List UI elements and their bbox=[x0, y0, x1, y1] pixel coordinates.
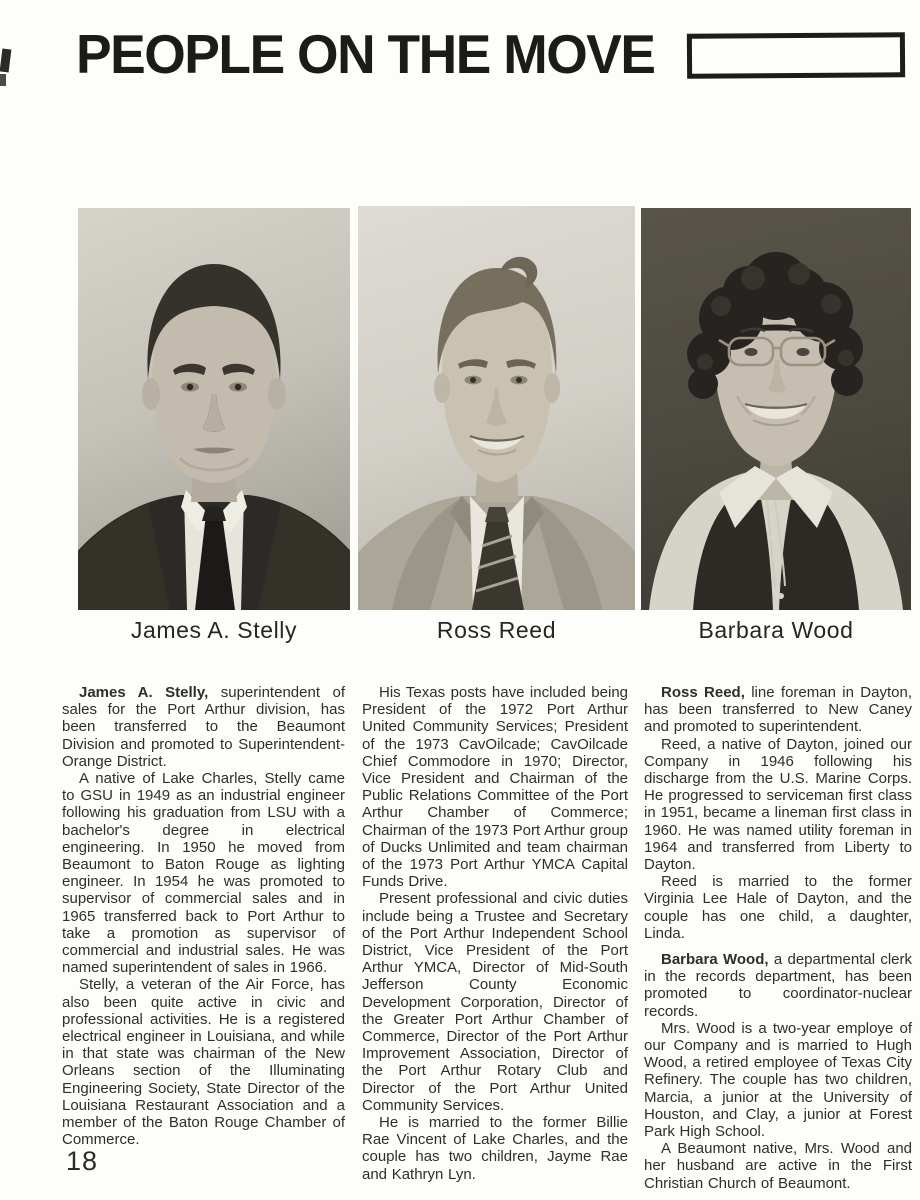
paragraph: His Texas posts have included being President of the 1972 Port Arthur United Community Services; President of the 1973 CavOilcade; CavOilcade Chief Commodore in 1970; Director, Vice President and Chairman of the Public Relations Committee of the Port Arthur Chamber of Commerce; Chairman of the 1973 Port Arthur group of Ducks Unlimited and team chairman of the 1973 Port Arthur YMCA Capital Funds Drive. bbox=[362, 684, 628, 891]
paragraph: Ross Reed, line foreman in Dayton, has been transferred to New Caney and promoted to superintendent. bbox=[644, 684, 912, 736]
portrait-barbara-wood-image bbox=[641, 208, 911, 610]
paragraph: James A. Stelly, superintendent of sales for the Port Arthur division, has been transferred to the Beaumont Division and promoted to Superintendent-Orange District. bbox=[62, 684, 345, 770]
person-name-lead: James A. Stelly, bbox=[79, 684, 209, 701]
page-number: 18 bbox=[66, 1146, 99, 1176]
portrait-james-stelly-image bbox=[78, 208, 350, 610]
person-name-lead: Barbara Wood, bbox=[661, 951, 769, 969]
paragraph: Present professional and civic duties include being a Trustee and Secretary of the Port Arthur Independent School District, Vice President of the Port Arthur YMCA, Director of Mid-South Jefferson County Economic Development Corporation, Director of the Greater Port Arthur Chamber of Commerce, Director of the Port Arthur Improvement Association, Director of the Port Arthur Rotary Club and Director of the Port Arthur United Community Services. bbox=[362, 890, 628, 1114]
paragraph: A Beaumont native, Mrs. Wood and her husband are active in the First Christian Church of Beaumont. bbox=[644, 1140, 912, 1192]
portrait-ross-reed-image bbox=[358, 206, 635, 610]
paragraph: A native of Lake Charles, Stelly came to GSU in 1949 as an industrial engineer following his graduation from LSU with a bachelor's degree in electrical engineering. In 1950 he moved from Beaumont to Baton Rouge as lighting engineer. In 1954 he was promoted to supervisor of commercial sales and in 1965 transferred back to Port Arthur to take a promotion as supervisor of commercial and industrial sales. He was named superintendent of sales in 1966. bbox=[62, 770, 345, 977]
person-name-lead: Ross Reed, bbox=[661, 684, 745, 701]
portrait-photo-james-stelly bbox=[78, 208, 350, 610]
title-decoration-box bbox=[687, 32, 905, 79]
paragraph: Stelly, a veteran of the Air Force, has also been quite active in civic and professional activities. He is a registered electrical engineer in Louisiana, and while in that state was chairman of the New Orleans section of the Illuminating Engineering Society, State Director of the Louisiana Restaurant Association and a member of the Baton Rouge Chamber of Commerce. bbox=[62, 976, 345, 1149]
portrait-photo-ross-reed bbox=[358, 206, 635, 610]
photo-caption-james-stelly: James A. Stelly bbox=[130, 617, 298, 643]
photo-caption-barbara-wood: Barbara Wood bbox=[698, 617, 854, 643]
paragraph: Reed is married to the former Virginia Lee Hale of Dayton, and the couple has one child, a daughter, Linda. bbox=[644, 873, 912, 942]
paragraph: Barbara Wood, a departmental clerk in the records department, has been promoted to coordinator-nuclear records. bbox=[644, 951, 913, 1020]
page-title: PEOPLE ON THE MOVE bbox=[76, 23, 655, 85]
portrait-photo-barbara-wood bbox=[641, 208, 911, 610]
paragraph: Reed, a native of Dayton, joined our Company in 1946 following his discharge from the U.S. Marine Corps. He progressed to serviceman first class in 1951, became a lineman first class in 1960. He was named utility foreman in 1964 and transferred from Liberty to Dayton. bbox=[644, 735, 912, 874]
paragraph: He is married to the former Billie Rae Vincent of Lake Charles, and the couple has two children, Jayme Rae and Kathryn Lyn. bbox=[362, 1114, 628, 1183]
paragraph: Mrs. Wood is a two-year employe of our Company and is married to Hugh Wood, a retired employee of Texas City Refinery. The couple has two children, Marcia, a junior at the University of Houston, and Clay, a junior at Forest Park High School. bbox=[644, 1019, 912, 1141]
scan-artifact bbox=[0, 74, 6, 86]
article-column-2 bbox=[362, 684, 628, 1183]
article-column-3 bbox=[644, 684, 912, 1192]
photo-caption-ross-reed: Ross Reed bbox=[436, 617, 557, 643]
scan-artifact bbox=[0, 49, 11, 73]
article-column-1 bbox=[62, 684, 345, 1148]
